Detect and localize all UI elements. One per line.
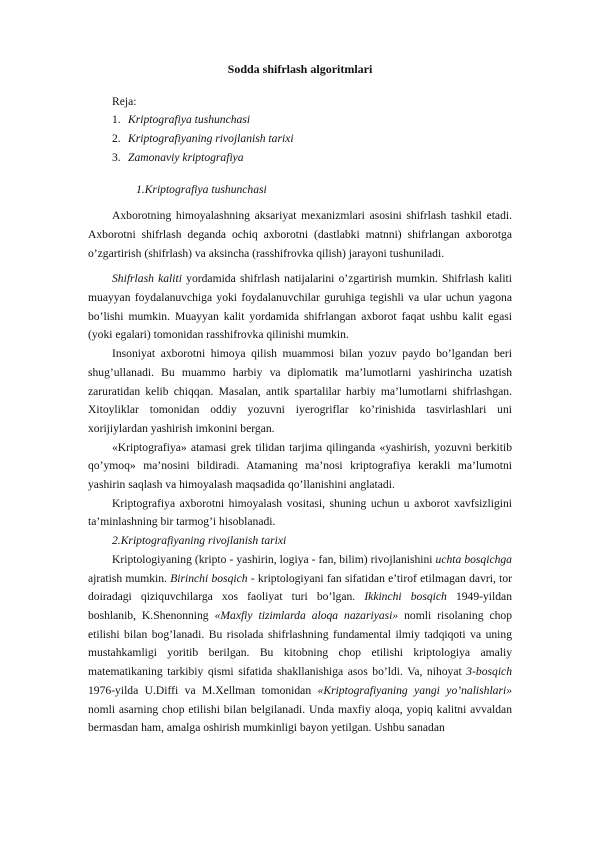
emphasis-text: 3-bosqich bbox=[466, 665, 512, 679]
plan-item-text: Zamonaviy kriptografiya bbox=[128, 150, 244, 164]
plan-list bbox=[88, 111, 512, 167]
plan-item-number: 3. bbox=[112, 150, 121, 164]
plan-label: Reja: bbox=[112, 94, 137, 108]
emphasis-text: Shifrlash kaliti bbox=[112, 272, 182, 286]
paragraph-text: Kriptologiyaning (kripto - yashirin, logiya - fan, bilim) rivojlanishini bbox=[112, 552, 436, 566]
plan-item-text: Kriptografiyaning rivojlanish tarixi bbox=[128, 132, 294, 146]
paragraph: Insoniyat axborotni himoya qilish muammosi bilan yozuv paydo bo’lgandan beri shug’ullanadi. Bu muammo harbiy va diplomatik ma’lumotlarni yashirincha uzatish zaruratidan kelib chiqqan. Masalan, antik spartalilar harbiy ma’lumotlarni shifrlashgan. Xitoyliklar tomonidan oddiy yozuvni iyerogriflar ko’rinishida tasvirlashlari uni xorijiylardan yashirish imkonini bergan. bbox=[88, 347, 512, 435]
document-page bbox=[88, 60, 512, 738]
emphasis-text: Birinchi bosqich bbox=[170, 571, 248, 585]
paragraph-text: ajratish mumkin. bbox=[88, 571, 171, 585]
plan-item bbox=[112, 111, 512, 130]
paragraph-text: nomli asarning chop etilishi bilan belgilanadi. Unda maxfiy aloqa, yopiq kalitni avvaldan bermasdan ham, amalga oshirish mumkinligi bayon yetilgan. Ushbu sanadan bbox=[88, 702, 512, 735]
paragraph-text: nomli risolaning chop etilishi bilan bog’lanadi. Bu risolada shifrlashning fundamental ilmiy tadqiqoti va uning mustahkamligi yoritib berilgan. Bu kitobning chop etilishi kriptologiya amaliy matematikaning tarkibiy qismi sifatida shakllanishiga asos bo’ldi. Va, nihoyat bbox=[88, 608, 512, 679]
paragraph: Axborotning himoyalashning aksariyat mexanizmlari asosini shifrlash tashkil etadi. Axborotni shifrlash deganda ochiq axborotni (dastlabki matnni) shifrlangan axborotga o’zgartirish (shifrlash) va aksincha (rasshifrovka qilish) jarayoni tushuniladi. bbox=[88, 209, 512, 260]
plan-item bbox=[112, 130, 512, 149]
section-heading: 1.Kriptografiya tushunchasi bbox=[136, 182, 267, 196]
emphasis-text: Ikkinchi bosqich bbox=[364, 590, 447, 604]
plan-item-text: Kriptografiya tushunchasi bbox=[128, 113, 251, 127]
paragraph bbox=[88, 551, 512, 738]
emphasis-text: «Maxfiy tizimlarda aloqa nazariyasi» bbox=[214, 608, 399, 622]
plan-item-number: 1. bbox=[112, 113, 121, 127]
section-heading: 2.Kriptografiyaning rivojlanish tarixi bbox=[112, 534, 287, 548]
document-title: Sodda shifrlash algoritmlari bbox=[227, 62, 373, 76]
plan-item-number: 2. bbox=[112, 132, 121, 146]
paragraph-text: yordamida shifrlash natijalarini o’zgartirish mumkin. Shifrlash kaliti muayyan foydalanuvchiga yoki foydalanuvchilar guruhiga tegishli va ular uchun yagona bo’lishi mumkin. Muayyan kalit yordamida shifrlangan axborot faqat ushbu kalit egasi (yoki egalari) tomonidan rasshifrovka qilinishi mumkin. bbox=[88, 272, 512, 342]
paragraph-text: - kriptologiyani fan sifatidan e’tirof etilmagan davri, tor doiradagi qiziquvchilarga xos faoliyat turi bo’lgan. bbox=[88, 571, 512, 604]
emphasis-text: uchta bosqichga bbox=[435, 552, 512, 566]
paragraph: «Kriptografiya» atamasi grek tilidan tarjima qilinganda «yashirish, yozuvni berkitib qo’ymoq» ma’nosini bildiradi. Atamaning ma’nosi kriptografiya kerakli ma’lumotni yashirin saqlash va himoyalash maqsadida qo’llanishini anglatadi. bbox=[88, 440, 512, 492]
paragraph-text: 1949-yildan boshlanib, K.Shenonning bbox=[88, 590, 512, 622]
paragraph: Kriptografiya axborotni himoyalash vositasi, shuning uchun u axborot xavfsizligini ta’minlashning bir tarmog’i hisoblanadi. bbox=[88, 496, 512, 529]
emphasis-text: «Kriptografiyaning yangi yo’nalishlari» bbox=[317, 683, 512, 697]
paragraph-text: 1976-yilda U.Diffi va M.Xellman tomonidan bbox=[88, 683, 318, 697]
plan-item bbox=[112, 149, 512, 168]
paragraph bbox=[88, 270, 512, 345]
